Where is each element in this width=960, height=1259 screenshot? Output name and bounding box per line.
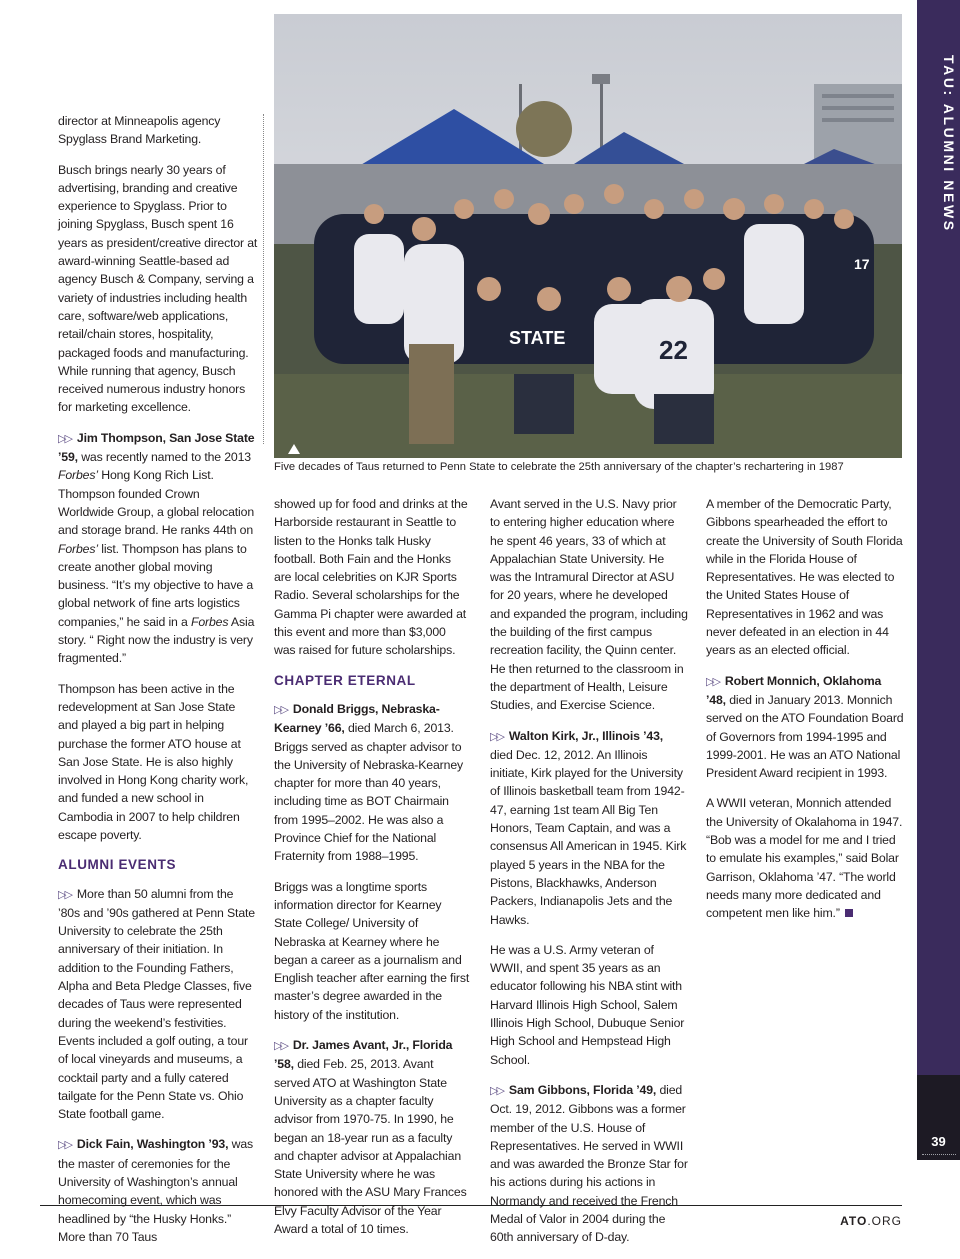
col1-paragraph-3 — [58, 429, 258, 668]
text-run: died Oct. 19, 2012. Gibbons was a former member of the U.S. House of Representatives. He served in WWII and was awarded the Bronze Star for his actions during his actions in Normandy and received the French Medal of Valor in 2004 during the 60th anniversary of D-day. — [490, 1082, 688, 1245]
section-heading-alumni-events: ALUMNI EVENTS — [58, 857, 177, 873]
bullet-arrow-icon: ▷▷ — [490, 730, 503, 743]
col2-paragraph-3: Briggs was a longtime sports information director for Kearney State College/ University of Nebraska at Kearney where he began a career as a journalism and English teacher after earning the first master’s degree awarded in the history of the institution. — [274, 879, 470, 1022]
alumni-name: Dick Fain, Washington ’93, — [76, 1137, 229, 1152]
footer-site-bold: ATO — [840, 1214, 868, 1228]
text-run: A WWII veteran, Monnich attended the University of Okalahoma in 1947. “Bob was a model for me and I tried to emulate his examples,” said Bolar Garrison, Oklahoma ’47. “The world needs many more dedicated and competent men like him.” — [706, 796, 903, 921]
group-photo-image — [274, 14, 902, 458]
alumni-name: Donald Briggs, Nebraska-Kearney ’66, — [274, 701, 440, 736]
bullet-arrow-icon: ▷▷ — [274, 1040, 287, 1053]
column-4 — [706, 495, 904, 935]
text-run: died March 6, 2013. Briggs served as chapter advisor to the University of Nebraska-Kearney chapter for more than 40 years, including time as BOT Chairmain from 1995–2002. He was also a Province Chief for the National Fraternity from 1988–1995. — [274, 721, 464, 864]
col3-paragraph-3: He was a U.S. Army veteran of WWII, and spent 35 years as an educator following his NBA stint with Harvard Illinois High School, Salem Illinois High School, Dubuque Senior High School and Hempstead High School. — [490, 942, 685, 1067]
publication-name: Forbes’ — [58, 541, 98, 556]
alumni-name: Jim Thompson, San Jose State ’59, — [58, 430, 255, 465]
col2-paragraph-1: showed up for food and drinks at the Harborside restaurant in Seattle to listen to the Honks talk Husky football. Both Fain and the Honks are local celebrities on KJR Sports Radio. Several scholarships for the Gamma Pi chapter were awarded at this event and more than $3,000 was raised for future scholarships. — [274, 497, 468, 658]
col2-paragraph-2 — [274, 700, 470, 866]
group-photo — [274, 14, 902, 458]
text-run: died Feb. 25, 2013. Avant served ATO at Washington State University as a chapter faculty advisor from 1970-75. In 1990, he began an 18-year run as a faculty and chapter advisor at Appalachian State University where he was honored with the ASU Mary Frances Elvy Faculty Advisor of the Year Award a total of 10 times. — [274, 1057, 467, 1236]
publication-name: Forbes — [190, 614, 229, 629]
alumni-name: Walton Kirk, Jr., Illinois ’43, — [508, 728, 664, 743]
page-number: 39 — [931, 1134, 946, 1149]
text-run: died Dec. 12, 2012. An Illinois initiate, Kirk played for the University of Illinois basketball team from 1942-47, earning 1st team All Big Ten Honors, Team Captain, and was a consensus All American in 1945. Kirk played 5 years in the NBA for the Pistons, Blackhawks, Anderson Packers, Indianapolis Jets and the Hawks. — [490, 747, 687, 927]
column-rule-1 — [263, 114, 264, 444]
col1-paragraph-1: director at Minneapolis agency Spyglass Brand Marketing. — [58, 114, 221, 147]
page-number-divider — [922, 1154, 956, 1155]
footer-site-rest: .ORG — [867, 1214, 902, 1228]
col1-paragraph-2: Busch brings nearly 30 years of advertising, branding and creative experience to Spyglass. Prior to joining Spyglass, Busch spent 16 years as president/creative director at award-winning Seattle-based ad agency Busch & Company, serving a variety of industries including health care, software/web applications, retail/chain stores, hospitality, packaged foods and manufacturing. While running that agency, Busch received numerous industry honors for marketing excellence. — [58, 162, 258, 415]
section-heading-chapter-eternal: CHAPTER ETERNAL — [274, 672, 416, 688]
col4-paragraph-3 — [706, 794, 904, 922]
bullet-arrow-icon: ▷▷ — [58, 1139, 71, 1152]
col2-paragraph-4 — [274, 1036, 470, 1238]
col4-paragraph-1: A member of the Democratic Party, Gibbons spearheaded the effort to create the University of South Florida while in the Florida House of Representatives. He was elected to the United States House of Representatives in 1962 and was never defeated in an election in 44 years as an elected official. — [706, 497, 903, 658]
text-run: died in January 2013. Monnich served on the ATO Foundation Board of Governors from 1994-1995 and 1999-2001. He was an ATO National President Award recipient in 1993. — [706, 692, 904, 781]
column-3 — [490, 495, 688, 1259]
bullet-arrow-icon: ▷▷ — [490, 1084, 503, 1097]
col4-paragraph-2 — [706, 672, 904, 783]
svg-text:22: 22 — [659, 335, 688, 365]
bullet-arrow-icon: ▷▷ — [274, 703, 287, 716]
column-1 — [58, 112, 258, 1258]
svg-text:STATE: STATE — [509, 328, 566, 348]
text-run: Asia story. “ Right now the industry is very fragmented.” — [58, 614, 255, 666]
col1-paragraph-4: Thompson has been active in the redevelopment at San Jose State and played a big part in helping purchase the former ATO house at San Jose State. He is also highly involved in Hong Kong charity work, and funded a new school in Cambodia in 2007 to help children escape poverty. — [58, 681, 249, 842]
alumni-name: Robert Monnich, Oklahoma ’48, — [706, 673, 882, 707]
alumni-name: Sam Gibbons, Florida ’49, — [508, 1082, 657, 1097]
col3-paragraph-1: Avant served in the U.S. Navy prior to entering higher education where he spent 46 years, 33 of which at Appalachian State University. He was the Intramural Director at ASU for 20 years, where he developed and expanded the program, including the building of the first campus recreation facility, the Quinn center. He then returned to the classroom in the department of Health, Leisure Studies, and Exercise Science. — [490, 497, 688, 713]
bullet-arrow-icon: ▷▷ — [58, 888, 71, 901]
end-mark-icon — [845, 909, 853, 917]
alumni-name: Dr. James Avant, Jr., Florida ’58, — [274, 1038, 453, 1072]
col3-paragraph-2 — [490, 727, 688, 929]
column-2 — [274, 495, 470, 1250]
text-run: Hong Kong Rich List. Thompson founded Crown Worldwide Group, a global relocation and storage brand. He ranks 44th on — [58, 468, 255, 538]
svg-text:17: 17 — [854, 256, 870, 272]
col1-paragraph-6 — [58, 1135, 258, 1246]
publication-name: Forbes’ — [58, 468, 98, 483]
section-title: TAU: ALUMNI NEWS — [941, 55, 957, 233]
text-run: More than 50 alumni from the ’80s and ’90s gathered at Penn State University to celebrate the 25th anniversary of their initiation. In addition to the Founding Fathers, Alpha and Beta Pledge Classes, five decades of Taus were represented during the weekend’s festivities. Events included a golf outing, a tour of local vineyards and museums, a cocktail party and a fully catered tailgate for the Penn State vs. Ohio State football game. — [58, 886, 255, 1122]
text-run: list. Thompson has plans to create another global moving business. “It’s my objective to have a global network of fine arts logistics companies,” he said in a — [58, 541, 254, 629]
text-run: was recently named to the 2013 — [77, 450, 252, 465]
footer-site[interactable] — [760, 1214, 902, 1228]
col1-paragraph-5 — [58, 885, 258, 1124]
bullet-arrow-icon: ▷▷ — [58, 432, 71, 445]
col3-paragraph-4 — [490, 1081, 688, 1247]
footer-rule — [40, 1205, 902, 1206]
text-run: was the master of ceremonies for the University of Washington’s annual homecoming event, which was headlined by “the Husky Honks.” More than 70 Taus — [58, 1137, 254, 1244]
bullet-arrow-icon: ▷▷ — [706, 675, 719, 688]
photo-caption: Five decades of Taus returned to Penn State to celebrate the 25th anniversary of the chapter’s rechartering in 1987 — [274, 461, 844, 473]
